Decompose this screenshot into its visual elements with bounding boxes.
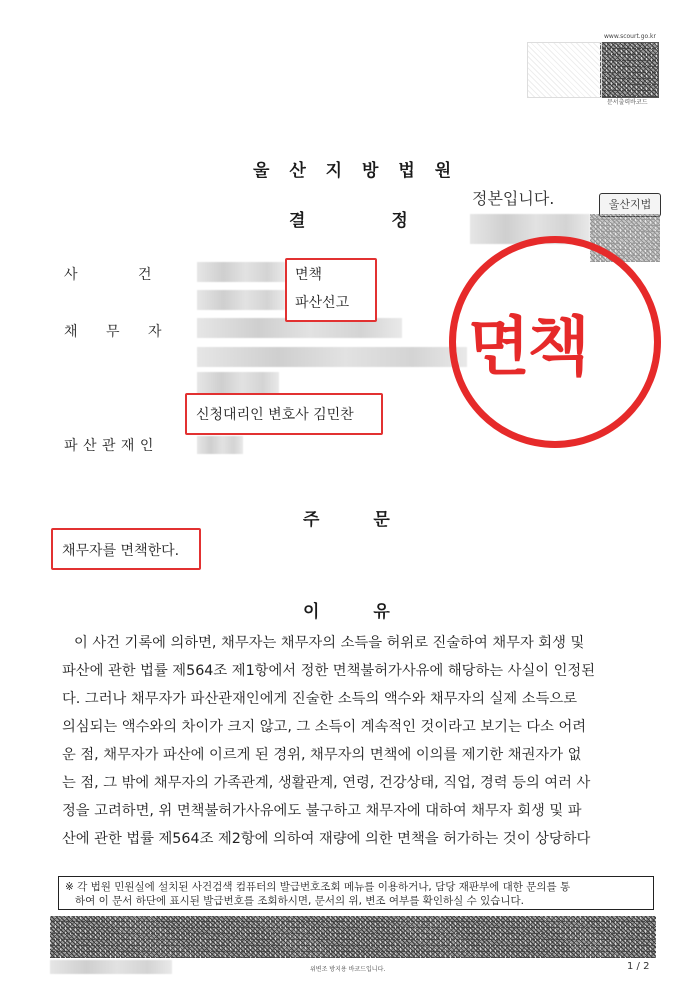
discharge-stamp-text: 면책: [468, 311, 588, 385]
debtor-label: 채 무 자: [64, 324, 162, 340]
barcode-caption: 문서출력바코드: [607, 99, 648, 106]
barcode-frame: [527, 42, 602, 98]
reason-line: 이 사건 기록에 의하면, 채무자는 채무자의 소득을 허위로 진술하여 채무자 회생 및: [74, 635, 585, 651]
case-value-1: 면책: [295, 267, 323, 283]
reason-line: 정을 고려하면, 위 면책불허가사유에도 불구하고 채무자에 대하여 채무자 회생 및 파: [62, 803, 582, 819]
reason-line: 는 점, 그 밖에 채무자의 가족관계, 생활관계, 연령, 건강상태, 직업, 경력 등의 여러 사: [62, 775, 591, 791]
attorney-name: 신청대리인 변호사 김민찬: [196, 407, 354, 423]
page-number: 1 / 2: [627, 961, 650, 972]
anti-forgery-barcode: [50, 916, 656, 958]
document-type: 결 정: [289, 211, 408, 231]
reason-line: 다. 그러나 채무자가 파산관재인에게 진술한 소득의 액수와 채무자의 실제 소득으로: [62, 691, 578, 707]
certified-copy-note: 정본입니다.: [472, 189, 555, 208]
reason-heading: 이 유: [303, 602, 390, 622]
reason-line: 파산에 관한 법률 제564조 제1항에서 정한 면책불허가사유에 해당하는 사실이 인정된: [62, 663, 596, 679]
court-name: 울 산 지 방 법 원: [253, 161, 452, 181]
attorney-highlight-box: [185, 393, 383, 435]
notice-line-1: ※ 각 법원 민원실에 설치된 사건검색 컴퓨터의 발급번호조회 메뉴를 이용하거나, 담당 재판부에 대한 문의를 통: [65, 881, 571, 893]
case-label: 사 건: [64, 267, 152, 283]
case-highlight-box: [285, 258, 377, 322]
trustee-label: 파 산 관 재 인: [64, 438, 154, 454]
redacted-case-number: [197, 290, 285, 310]
redacted-issue-number: [50, 960, 172, 974]
court-seal: 울산지법: [599, 193, 661, 217]
case-value-2: 파산선고: [295, 295, 350, 311]
redacted-case-number: [197, 262, 285, 282]
order-heading: 주 문: [303, 510, 390, 530]
order-highlight-box: [51, 528, 201, 570]
reason-line: 산에 관한 법률 제564조 제2항에 의하여 재량에 의한 면책을 허가하는 것이 상당하다: [62, 831, 591, 847]
redacted-debtor-detail: [197, 372, 279, 394]
document-barcode: [600, 42, 659, 98]
order-text: 채무자를 면책한다.: [62, 543, 180, 559]
reason-line: 운 점, 채무자가 파산에 이르게 된 경위, 채무자의 면책에 이의를 제기한 채권자가 없: [62, 747, 582, 763]
redacted-trustee-name: [197, 436, 243, 454]
reason-line: 의심되는 액수와의 차이가 크지 않고, 그 소득이 계속적인 것이라고 보기는 다소 어려: [62, 719, 587, 735]
verification-notice: [58, 876, 654, 910]
redacted-debtor-address: [197, 347, 467, 367]
court-site-url: www.scourt.go.kr: [604, 33, 656, 40]
anti-forgery-caption: 위변조 방지용 바코드입니다.: [310, 966, 386, 973]
notice-line-2: 하여 이 문서 하단에 표시된 발급번호를 조회하시면, 문서의 위, 변조 여부를 확인하실 수 있습니다.: [75, 895, 524, 907]
